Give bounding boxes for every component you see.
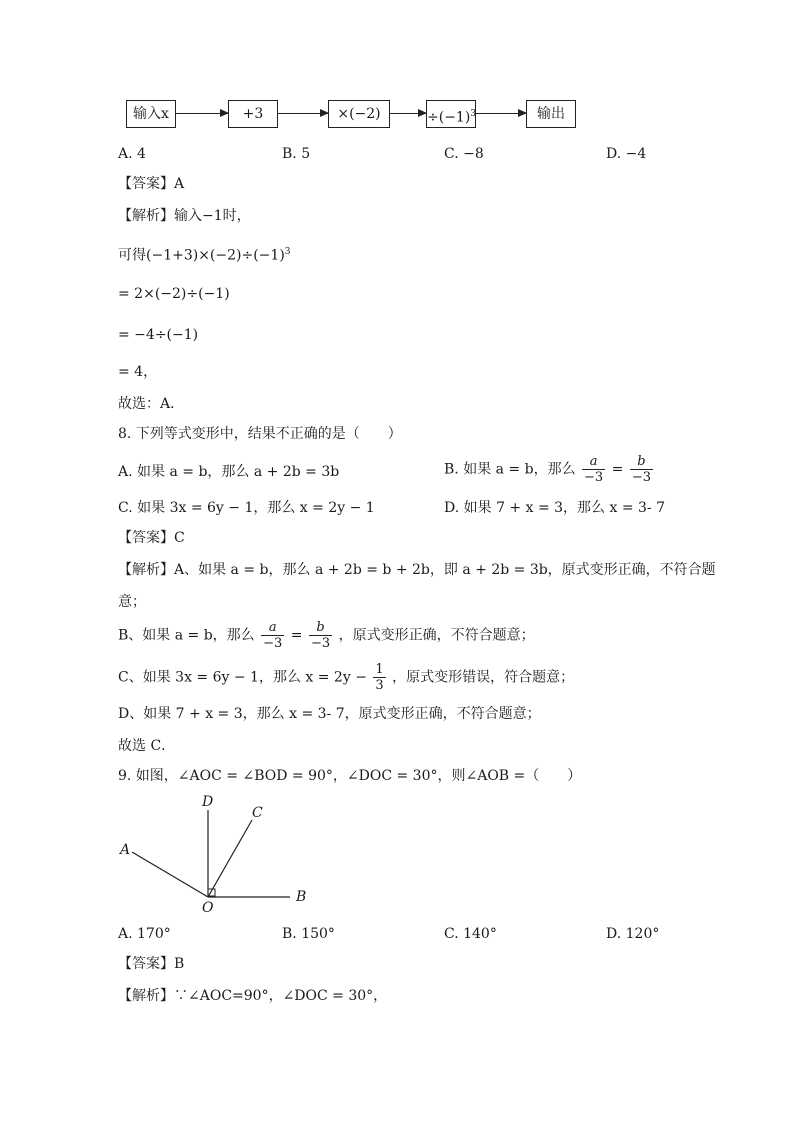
fraction-denominator: −3 [631,470,652,485]
q7-step2: = 2×(−2)÷(−1) [118,286,230,302]
flow-arrow [176,113,228,114]
fraction-denominator: −3 [584,470,604,485]
q7-analysis-intro [118,206,251,226]
fraction-denominator: −3 [263,636,283,651]
flow-arrow [476,113,526,114]
fraction-numerator: b [309,620,332,636]
q7-option-a: A. 4 [118,146,146,162]
analysis-label: 【解析】 [118,208,174,224]
q9-option-c: C. 140° [444,926,497,942]
flow-arrow [278,113,328,114]
q8-question: 8. 下列等式变形中，结果不正确的是（ ） [118,426,402,442]
analysis-text: ，原式变形正确，不符合题意； [338,627,535,644]
flow-box-plus3: +3 [228,100,278,128]
equals-sign: = [290,627,303,644]
analysis-text: ，原式变形错误，符合题意； [392,669,575,686]
q9-option-d: D. 120° [606,926,660,942]
q8-option-c: C. 如果 3x = 6y − 1，那么 x = 2y − 1 [118,500,375,516]
q7-choice: 故选：A． [118,396,185,412]
q8-analysis-b [118,620,535,651]
q9-analysis [118,986,387,1006]
equals-sign: = [611,461,624,478]
q7-step3: = −4÷(−1) [118,327,199,343]
q7-option-d: D. −4 [606,146,647,162]
fraction [309,620,332,651]
q9-answer: 【答案】B [118,956,185,972]
flow-divide-exponent: 3 [470,109,477,119]
q7-step4: = 4， [118,364,158,380]
q8-analysis-a [118,560,716,580]
analysis-text: C、如果 3x = 6y − 1，那么 x = 2y − [118,669,367,686]
analysis-text: ∵∠AOC=90°，∠DOC = 30°， [174,988,388,1004]
fraction [373,662,385,693]
option-text: B. 如果 a = b，那么 [444,461,576,478]
flow-arrow [390,113,426,114]
q9-option-b: B. 150° [282,926,335,942]
fraction [630,454,653,485]
fraction-denominator: −3 [310,636,331,651]
fraction-denominator: 3 [375,678,384,693]
fraction-numerator: b [630,454,653,470]
q8-answer: 【答案】C [118,530,185,546]
fraction [582,454,605,485]
label-c: C [252,805,263,821]
q8-option-d: D. 如果 7 + x = 3，那么 x = 3- 7 [444,500,666,516]
q8-analysis-a-cont: 意； [118,594,146,610]
analysis-label: 【解析】 [118,562,174,578]
q8-analysis-c [118,662,574,693]
q9-option-a: A. 170° [118,926,171,942]
flow-box-times-neg2: ×(−2) [328,100,390,128]
q7-step1 [118,242,291,266]
ray-oc [208,820,252,897]
q8-option-b [444,454,655,485]
flow-box-divide [426,100,476,128]
flow-box-input: 输入x [126,100,176,128]
analysis-text: 输入−1时， [174,208,251,224]
q8-option-a: A. 如果 a = b，那么 a + 2b = 3b [118,464,340,480]
flow-divide-text: ÷(−1) [427,109,471,126]
q8-analysis-d: D、如果 7 + x = 3，那么 x = 3- 7，原式变形正确，不符合题意； [118,706,541,722]
fraction-numerator: 1 [375,662,384,677]
step-prefix: 可得 [118,247,146,264]
step-expression: (−1+3)×(−2)÷(−1) [146,247,285,264]
label-a: A [120,842,131,858]
step-exponent: 3 [284,247,291,257]
ray-oa [132,852,208,897]
q9-question: 9. 如图，∠AOC = ∠BOD = 90°，∠DOC = 30°，则∠AOB =（ ） [118,768,582,784]
q7-answer: 【答案】A [118,176,185,192]
q7-option-c: C. −8 [444,146,484,162]
fraction [261,620,284,651]
label-d: D [202,794,214,810]
label-o: O [202,900,214,916]
analysis-text: A、如果 a = b，那么 a + 2b = b + 2b，即 a + 2b = 3b，原式变形正确，不符合题 [174,562,716,578]
q7-option-b: B. 5 [282,146,311,162]
analysis-label: 【解析】 [118,988,174,1004]
fraction-numerator: a [261,620,284,636]
flow-box-output: 输出 [526,100,576,128]
label-b: B [296,889,307,905]
angle-figure [118,790,328,920]
fraction-numerator: a [582,454,605,470]
analysis-text: B、如果 a = b，那么 [118,627,255,644]
q8-choice: 故选 C． [118,738,176,754]
flowchart [126,96,586,136]
